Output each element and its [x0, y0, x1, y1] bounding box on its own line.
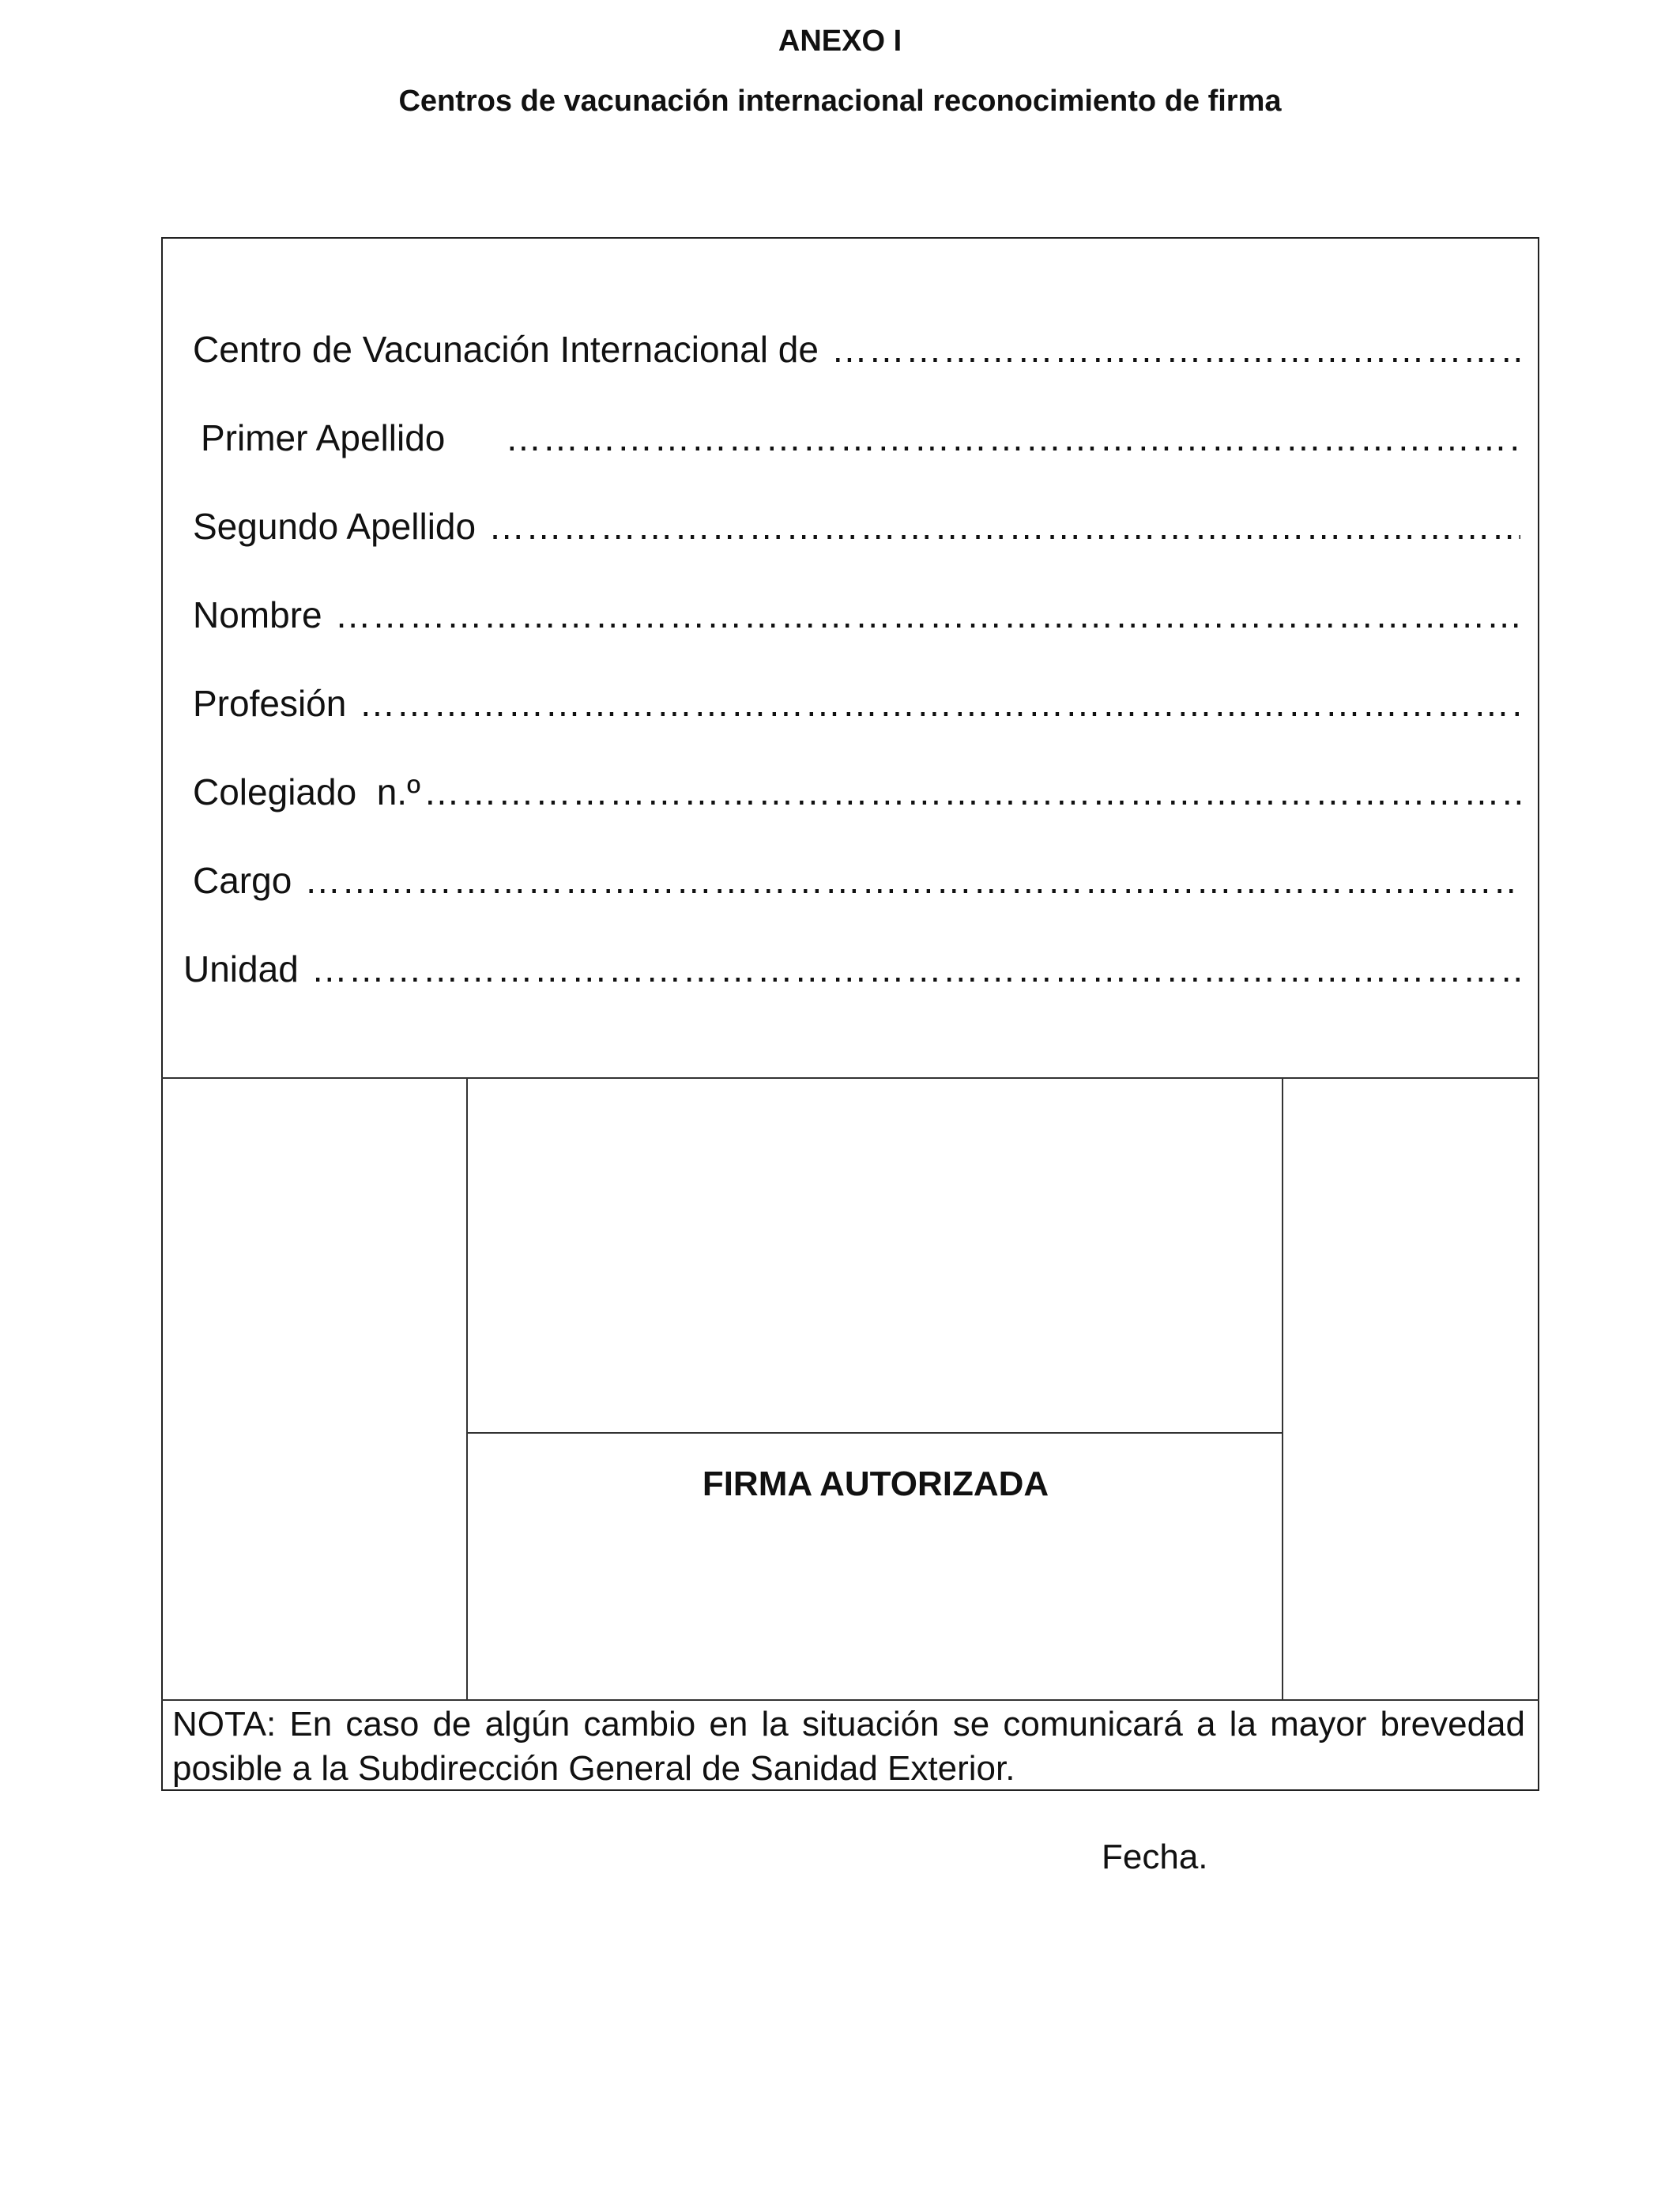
field-label: Cargo	[193, 860, 292, 901]
fill-line	[831, 327, 1520, 371]
field-primer-apellido[interactable]	[201, 416, 1520, 460]
document-title: ANEXO I	[778, 25, 902, 58]
document-subtitle: Centros de vacunación internacional reconocimiento de firma	[398, 85, 1282, 118]
column-divider-right	[1282, 1077, 1283, 1700]
field-label: Primer Apellido	[201, 417, 446, 458]
note-divider	[161, 1699, 1539, 1701]
signature-box[interactable]	[468, 1079, 1282, 1432]
signature-label: FIRMA AUTORIZADA	[702, 1465, 1049, 1503]
field-label: Colegiado n.º	[193, 771, 420, 812]
fill-line	[424, 770, 1520, 814]
field-label: Unidad	[183, 948, 299, 990]
field-cargo[interactable]	[193, 858, 1520, 903]
field-centro-vacunacion[interactable]	[193, 327, 1520, 371]
signature-area-divider	[466, 1432, 1283, 1434]
fill-line	[335, 593, 1520, 637]
field-label: Profesión	[193, 683, 347, 724]
fill-line	[359, 681, 1520, 726]
note-text: NOTA: En caso de algún cambio en la situación se comunicará a la mayor brevedad posible a la Subdirección General de Sanidad Exterior.	[172, 1705, 1525, 1788]
fill-line	[488, 504, 1520, 548]
fill-line	[304, 858, 1520, 903]
fill-line	[311, 947, 1520, 991]
date-label: Fecha.	[1102, 1838, 1208, 1876]
field-label: Nombre	[193, 594, 322, 635]
field-segundo-apellido[interactable]	[193, 504, 1520, 548]
signature-form	[161, 237, 1539, 1791]
field-label: Segundo Apellido	[193, 506, 477, 547]
field-colegiado[interactable]	[193, 770, 1520, 814]
field-label: Centro de Vacunación Internacional de	[193, 329, 819, 370]
fill-line	[505, 416, 1520, 460]
field-nombre[interactable]	[193, 593, 1520, 637]
field-profesion[interactable]	[193, 681, 1520, 726]
field-unidad[interactable]	[183, 947, 1520, 991]
